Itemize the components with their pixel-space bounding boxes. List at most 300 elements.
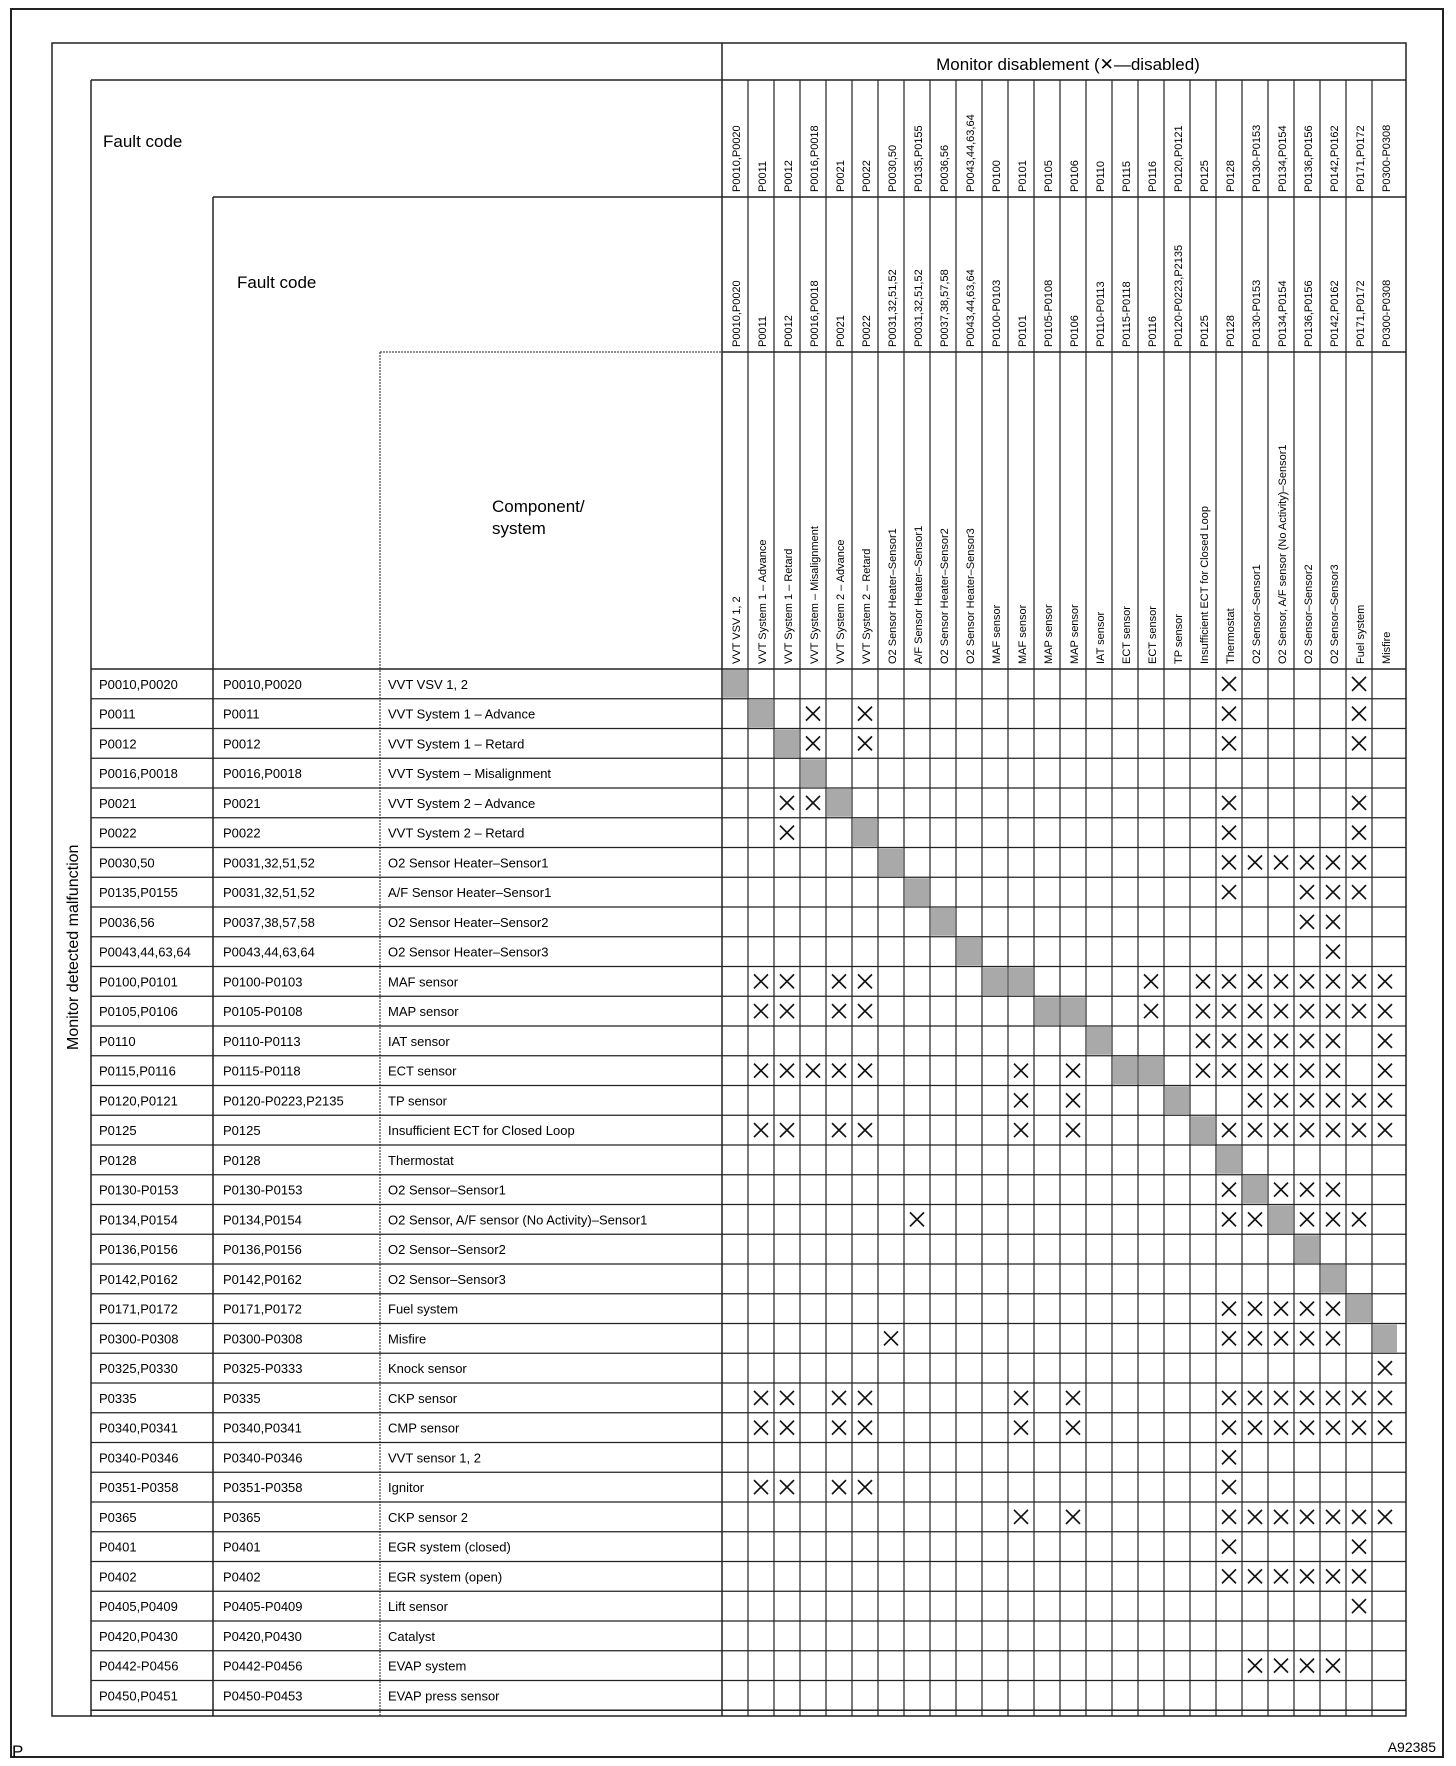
disabled-mark: [1274, 1659, 1288, 1673]
disabled-mark: [1222, 796, 1236, 810]
column-code-2: P0043,44,63,64: [965, 269, 977, 347]
column-code-2: P0010,P0020: [731, 280, 743, 347]
disabled-mark: [1248, 1212, 1262, 1226]
disabled-mark: [1300, 1421, 1314, 1435]
row-code-1: P0115,P0116: [99, 1063, 176, 1079]
row-code-1: P0016,P0018: [99, 766, 178, 782]
disabled-mark: [1222, 1183, 1236, 1197]
row-code-2: P0402: [223, 1569, 261, 1585]
row-code-2: P0010,P0020: [223, 676, 302, 692]
row-code-1: P0351-P0358: [99, 1480, 179, 1496]
row-code-1: P0105,P0106: [99, 1004, 178, 1020]
disabled-mark: [1274, 1183, 1288, 1197]
disabled-mark: [1222, 736, 1236, 750]
column-system: MAP sensor: [1043, 604, 1055, 664]
column-code-1: P0136,P0156: [1303, 125, 1315, 192]
disabled-mark: [1248, 1302, 1262, 1316]
column-code-1: P0012: [783, 160, 795, 192]
column-code-1: P0130-P0153: [1251, 124, 1263, 192]
disabled-mark: [1352, 1421, 1366, 1435]
diagonal-shade: [931, 908, 955, 936]
diagonal-shade: [1269, 1206, 1293, 1234]
row-code-1: P0134,P0154: [99, 1212, 178, 1228]
column-system: VVT System 1 – Advance: [757, 539, 769, 664]
diagonal-shade: [879, 849, 903, 877]
disabled-mark: [1352, 1093, 1366, 1107]
row-system: VVT System – Misalignment: [388, 766, 552, 782]
disabled-mark: [780, 1480, 794, 1494]
row-group-label: Monitor detected malfunction: [65, 844, 82, 1050]
disabled-mark: [1222, 826, 1236, 840]
disabled-mark: [780, 796, 794, 810]
column-system: O2 Sensor Heater–Sensor2: [939, 528, 951, 664]
column-code-1: P0300-P0308: [1381, 124, 1393, 192]
column-system: VVT System 1 – Retard: [783, 548, 795, 664]
column-system: Misfire: [1381, 631, 1393, 664]
column-code-1: P0016,P0018: [809, 125, 821, 192]
row-code-1: P0142,P0162: [99, 1271, 178, 1287]
row-system: O2 Sensor–Sensor1: [388, 1182, 506, 1198]
disabled-mark: [832, 1421, 846, 1435]
column-code-1: P0022: [861, 160, 873, 192]
column-code-2: P0120-P0223,P2135: [1173, 244, 1185, 347]
column-system: O2 Sensor, A/F sensor (No Activity)–Sensor1: [1277, 444, 1289, 664]
disabled-mark: [780, 1391, 794, 1405]
disabled-mark: [780, 1421, 794, 1435]
disabled-mark: [1066, 1510, 1080, 1524]
column-code-2: P0142,P0162: [1329, 280, 1341, 347]
column-code-1: P0021: [835, 160, 847, 192]
disabled-mark: [1222, 1064, 1236, 1078]
disabled-mark: [1352, 855, 1366, 869]
diagonal-shade: [1373, 1325, 1397, 1353]
disabled-mark: [1014, 1510, 1028, 1524]
row-code-1: P0420,P0430: [99, 1628, 178, 1644]
disabled-mark: [1352, 1540, 1366, 1554]
disabled-mark: [806, 707, 820, 721]
disabled-mark: [832, 1064, 846, 1078]
row-system: VVT System 1 – Retard: [388, 736, 525, 752]
disabled-mark: [1222, 1510, 1236, 1524]
row-code-1: P0335: [99, 1390, 137, 1406]
row-code-2: P0128: [223, 1152, 261, 1168]
disabled-mark: [1300, 855, 1314, 869]
disabled-mark: [1378, 1093, 1392, 1107]
column-system: VVT System 2 – Advance: [835, 539, 847, 664]
disabled-mark: [1248, 1659, 1262, 1673]
disabled-mark: [1326, 885, 1340, 899]
disabled-mark: [1326, 1659, 1340, 1673]
column-code-2: P0300-P0308: [1381, 279, 1393, 347]
row-code-1: P0011: [99, 706, 136, 722]
column-code-1: P0134,P0154: [1277, 125, 1289, 192]
row-system: VVT VSV 1, 2: [388, 676, 468, 692]
disabled-mark: [1326, 945, 1340, 959]
disabled-mark: [1326, 915, 1340, 929]
row-system: O2 Sensor–Sensor3: [388, 1271, 506, 1287]
disabled-mark: [754, 1004, 768, 1018]
disabled-mark: [1222, 974, 1236, 988]
row-code-1: P0340-P0346: [99, 1450, 179, 1466]
row-code-2: P0120-P0223,P2135: [223, 1093, 344, 1109]
row-code-1: P0340,P0341: [99, 1420, 178, 1436]
row-code-1: P0442-P0456: [99, 1658, 179, 1674]
row-system: VVT System 1 – Advance: [388, 706, 536, 722]
disabled-mark: [1248, 1004, 1262, 1018]
disabled-mark: [1066, 1093, 1080, 1107]
component-label-line1: Component/: [492, 497, 585, 516]
column-code-2: P0031,32,51,52: [913, 269, 925, 347]
row-system: ECT sensor: [388, 1063, 457, 1079]
row-code-2: P0016,P0018: [223, 766, 302, 782]
diagonal-shade: [1243, 1176, 1267, 1204]
row-code-1: P0171,P0172: [99, 1301, 178, 1317]
disabled-mark: [1144, 974, 1158, 988]
disabled-mark: [1326, 1331, 1340, 1345]
column-code-2: P0031,32,51,52: [887, 269, 899, 347]
disabled-mark: [1300, 974, 1314, 988]
disabled-mark: [1274, 1302, 1288, 1316]
row-system: Knock sensor: [388, 1361, 467, 1377]
row-system: O2 Sensor Heater–Sensor1: [388, 855, 549, 871]
row-code-2: P0340,P0341: [223, 1420, 302, 1436]
disabled-mark: [1326, 1421, 1340, 1435]
disabled-mark: [1144, 1004, 1158, 1018]
disabled-mark: [1014, 1391, 1028, 1405]
row-system: MAF sensor: [388, 974, 459, 990]
row-code-2: P0115-P0118: [223, 1063, 301, 1079]
disabled-mark: [806, 736, 820, 750]
column-code-1: P0100: [991, 160, 1003, 192]
component-label-line2: system: [492, 519, 546, 538]
row-code-1: P0022: [99, 825, 137, 841]
disabled-mark: [754, 974, 768, 988]
disabled-mark: [1274, 1510, 1288, 1524]
disabled-mark: [858, 1004, 872, 1018]
column-code-1: P0171,P0172: [1355, 125, 1367, 192]
disabled-mark: [1326, 1004, 1340, 1018]
fault-code-label-inner: Fault code: [237, 273, 317, 292]
disabled-mark: [1300, 1064, 1314, 1078]
disabled-mark: [1222, 1034, 1236, 1048]
disabled-mark: [1300, 1123, 1314, 1137]
row-system: O2 Sensor Heater–Sensor3: [388, 944, 549, 960]
column-system: VVT System 2 – Retard: [861, 548, 873, 664]
diagonal-shade: [1139, 1057, 1163, 1085]
disabled-mark: [1300, 1391, 1314, 1405]
column-system: O2 Sensor Heater–Sensor1: [887, 528, 899, 664]
row-code-1: P0450,P0451: [99, 1688, 178, 1704]
column-code-2: P0016,P0018: [809, 280, 821, 347]
diagonal-shade: [1191, 1116, 1215, 1144]
fault-code-label-outer: Fault code: [103, 132, 183, 151]
diagonal-shade: [1295, 1235, 1319, 1263]
diagonal-shade: [1217, 1146, 1241, 1174]
diagonal-shade: [1087, 1027, 1111, 1055]
disabled-mark: [1378, 1361, 1392, 1375]
column-code-1: P0128: [1225, 160, 1237, 192]
column-code-1: P0043,44,63,64: [965, 114, 977, 192]
disabled-mark: [1378, 1064, 1392, 1078]
column-code-1: P0120,P0121: [1173, 125, 1185, 192]
row-code-1: P0110: [99, 1033, 136, 1049]
disabled-mark: [1274, 1034, 1288, 1048]
column-code-1: P0105: [1043, 160, 1055, 192]
disabled-mark: [1274, 1331, 1288, 1345]
column-code-1: P0125: [1199, 160, 1211, 192]
disabled-mark: [1326, 1123, 1340, 1137]
disabled-mark: [832, 1123, 846, 1137]
disabled-mark: [1274, 1391, 1288, 1405]
row-system: VVT System 2 – Retard: [388, 825, 525, 841]
disabled-mark: [1248, 1569, 1262, 1583]
diagonal-shade: [1321, 1265, 1345, 1293]
disabled-mark: [858, 1123, 872, 1137]
footer-mark: P: [12, 1742, 24, 1761]
row-system: MAP sensor: [388, 1004, 459, 1020]
disabled-mark: [832, 1391, 846, 1405]
disabled-mark: [1352, 1510, 1366, 1524]
row-code-2: P0022: [223, 825, 261, 841]
column-code-2: P0128: [1225, 315, 1237, 347]
disabled-mark: [858, 1064, 872, 1078]
row-system: EGR system (closed): [388, 1539, 511, 1555]
disabled-mark: [910, 1212, 924, 1226]
row-code-2: P0450-P0453: [223, 1688, 303, 1704]
row-system: CMP sensor: [388, 1420, 460, 1436]
disabled-mark: [832, 1004, 846, 1018]
disabled-mark: [754, 1480, 768, 1494]
row-system: O2 Sensor, A/F sensor (No Activity)–Sensor1: [388, 1212, 648, 1228]
disabled-mark: [1248, 1093, 1262, 1107]
row-code-1: P0130-P0153: [99, 1182, 179, 1198]
row-system: EVAP press sensor: [388, 1688, 500, 1704]
disabled-mark: [1378, 1421, 1392, 1435]
disabled-mark: [1014, 1093, 1028, 1107]
figure-id: A92385: [1387, 1739, 1436, 1755]
diagonal-shade: [1347, 1295, 1371, 1323]
column-code-1: P0116: [1147, 161, 1159, 192]
diagonal-shade: [905, 878, 929, 906]
disabled-mark: [1222, 1212, 1236, 1226]
disabled-mark: [1300, 1212, 1314, 1226]
disabled-mark: [780, 1064, 794, 1078]
column-code-1: P0010,P0020: [731, 125, 743, 192]
row-code-2: P0171,P0172: [223, 1301, 302, 1317]
column-system: ECT sensor: [1147, 606, 1159, 664]
disabled-mark: [1274, 1064, 1288, 1078]
row-code-1: P0125: [99, 1123, 137, 1139]
column-code-1: P0115: [1121, 161, 1133, 192]
disabled-mark: [1274, 1093, 1288, 1107]
disabled-mark: [1196, 1064, 1210, 1078]
row-code-1: P0136,P0156: [99, 1242, 178, 1258]
diagonal-shade: [1061, 997, 1085, 1025]
row-code-1: P0300-P0308: [99, 1331, 179, 1347]
row-code-1: P0036,56: [99, 914, 155, 930]
row-system: Catalyst: [388, 1628, 435, 1644]
column-code-2: P0037,38,57,58: [939, 269, 951, 347]
disabled-mark: [1326, 1302, 1340, 1316]
row-code-2: P0043,44,63,64: [223, 944, 315, 960]
column-code-1: P0106: [1069, 160, 1081, 192]
row-code-2: P0142,P0162: [223, 1271, 302, 1287]
row-code-1: P0012: [99, 736, 137, 752]
row-code-2: P0037,38,57,58: [223, 914, 315, 930]
column-code-2: P0134,P0154: [1277, 280, 1289, 347]
disabled-mark: [1248, 1034, 1262, 1048]
disabled-mark: [858, 1480, 872, 1494]
disabled-mark: [1326, 1183, 1340, 1197]
row-system: Ignitor: [388, 1480, 425, 1496]
column-code-2: P0115-P0118: [1121, 281, 1133, 347]
disabled-mark: [1274, 1569, 1288, 1583]
disabled-mark: [1014, 1421, 1028, 1435]
component-system-label: [492, 497, 589, 538]
disabled-mark: [1274, 855, 1288, 869]
column-system: IAT sensor: [1095, 611, 1107, 664]
column-system: O2 Sensor–Sensor3: [1329, 564, 1341, 664]
column-code-2: P0116: [1147, 316, 1159, 347]
disabled-mark: [1378, 1123, 1392, 1137]
row-code-2: P0011: [223, 706, 260, 722]
disabled-mark: [1378, 974, 1392, 988]
diagonal-shade: [1009, 968, 1033, 996]
diagonal-shade: [1035, 997, 1059, 1025]
row-code-1: P0010,P0020: [99, 676, 178, 692]
row-code-2: P0130-P0153: [223, 1182, 303, 1198]
column-code-2: P0021: [835, 315, 847, 347]
disabled-mark: [1326, 855, 1340, 869]
disabled-mark: [1300, 885, 1314, 899]
row-code-2: P0110-P0113: [223, 1033, 301, 1049]
disabled-mark: [1222, 1480, 1236, 1494]
column-system: VVT VSV 1, 2: [731, 596, 743, 664]
disabled-mark: [1248, 1123, 1262, 1137]
row-system: Thermostat: [388, 1152, 454, 1168]
disabled-mark: [858, 974, 872, 988]
column-code-2: P0136,P0156: [1303, 280, 1315, 347]
row-system: Misfire: [388, 1331, 427, 1347]
disabled-mark: [1222, 1421, 1236, 1435]
disabled-mark: [858, 736, 872, 750]
row-code-1: P0030,50: [99, 855, 155, 871]
disabled-mark: [1300, 915, 1314, 929]
diagonal-shade: [1113, 1057, 1137, 1085]
disabled-mark: [1066, 1123, 1080, 1137]
disabled-mark: [1222, 1391, 1236, 1405]
row-system: Lift sensor: [388, 1599, 448, 1615]
row-system: IAT sensor: [388, 1033, 450, 1049]
row-system: CKP sensor 2: [388, 1509, 468, 1525]
disabled-mark: [1222, 1004, 1236, 1018]
disabled-mark: [1378, 1510, 1392, 1524]
column-code-2: P0106: [1069, 315, 1081, 347]
row-code-1: P0021: [99, 795, 137, 811]
disabled-mark: [1326, 1034, 1340, 1048]
disabled-mark: [1300, 1510, 1314, 1524]
monitor-disablement-title: Monitor disablement (✕—disabled): [936, 55, 1200, 74]
disabled-mark: [1352, 707, 1366, 721]
disabled-mark: [780, 826, 794, 840]
row-code-1: P0128: [99, 1152, 137, 1168]
row-code-2: P0300-P0308: [223, 1331, 303, 1347]
disabled-mark: [1352, 1212, 1366, 1226]
row-code-2: P0365: [223, 1509, 261, 1525]
row-code-2: P0100-P0103: [223, 974, 303, 990]
disabled-mark: [1222, 855, 1236, 869]
disabled-mark: [1378, 1391, 1392, 1405]
row-code-1: P0405,P0409: [99, 1599, 178, 1615]
disabled-mark: [1222, 1302, 1236, 1316]
disabled-mark: [1066, 1421, 1080, 1435]
column-code-1: P0110: [1095, 161, 1107, 192]
disabled-mark: [1274, 974, 1288, 988]
disabled-mark: [1248, 1064, 1262, 1078]
disabled-mark: [1014, 1064, 1028, 1078]
row-system: A/F Sensor Heater–Sensor1: [388, 885, 552, 901]
row-code-2: P0031,32,51,52: [223, 855, 315, 871]
disabled-mark: [1196, 1034, 1210, 1048]
column-system: O2 Sensor–Sensor2: [1303, 564, 1315, 664]
column-code-2: P0125: [1199, 315, 1211, 347]
row-system: Fuel system: [388, 1301, 459, 1317]
disabled-mark: [754, 1421, 768, 1435]
row-code-2: P0031,32,51,52: [223, 885, 315, 901]
disabled-mark: [1300, 1034, 1314, 1048]
column-system: VVT System – Misalignment: [809, 526, 821, 664]
disabled-mark: [1196, 974, 1210, 988]
column-code-2: P0130-P0153: [1251, 279, 1263, 347]
diagonal-shade: [749, 700, 773, 728]
disabled-mark: [1326, 1569, 1340, 1583]
diagonal-shade: [723, 670, 747, 698]
disabled-mark: [1326, 974, 1340, 988]
row-code-1: P0325,P0330: [99, 1361, 178, 1377]
disabled-mark: [1248, 1391, 1262, 1405]
row-system: Insufficient ECT for Closed Loop: [388, 1123, 575, 1139]
disabled-mark: [1352, 796, 1366, 810]
disabled-mark: [1352, 1599, 1366, 1613]
disabled-mark: [1300, 1004, 1314, 1018]
column-code-2: P0012: [783, 315, 795, 347]
column-system: MAF sensor: [1017, 604, 1029, 664]
column-system: Insufficient ECT for Closed Loop: [1199, 506, 1211, 664]
column-code-1: P0135,P0155: [913, 125, 925, 192]
row-code-1: P0402: [99, 1569, 137, 1585]
disabled-mark: [1300, 1093, 1314, 1107]
row-system: CKP sensor: [388, 1390, 458, 1406]
disabled-mark: [754, 1391, 768, 1405]
row-code-2: P0401: [223, 1539, 261, 1555]
disabled-mark: [1222, 677, 1236, 691]
disabled-mark: [1326, 1064, 1340, 1078]
column-code-1: P0036,56: [939, 144, 951, 192]
disabled-mark: [1352, 1569, 1366, 1583]
disabled-mark: [1300, 1302, 1314, 1316]
disabled-mark: [1352, 885, 1366, 899]
disabled-mark: [1066, 1391, 1080, 1405]
disabled-mark: [1274, 1004, 1288, 1018]
diagonal-shade: [827, 789, 851, 817]
row-code-2: P0340-P0346: [223, 1450, 303, 1466]
disabled-mark: [1196, 1004, 1210, 1018]
column-code-2: P0101: [1017, 315, 1029, 347]
diagonal-shade: [1165, 1087, 1189, 1115]
column-system: Thermostat: [1225, 608, 1237, 664]
diagonal-shade: [853, 819, 877, 847]
diagonal-shade: [775, 730, 799, 758]
